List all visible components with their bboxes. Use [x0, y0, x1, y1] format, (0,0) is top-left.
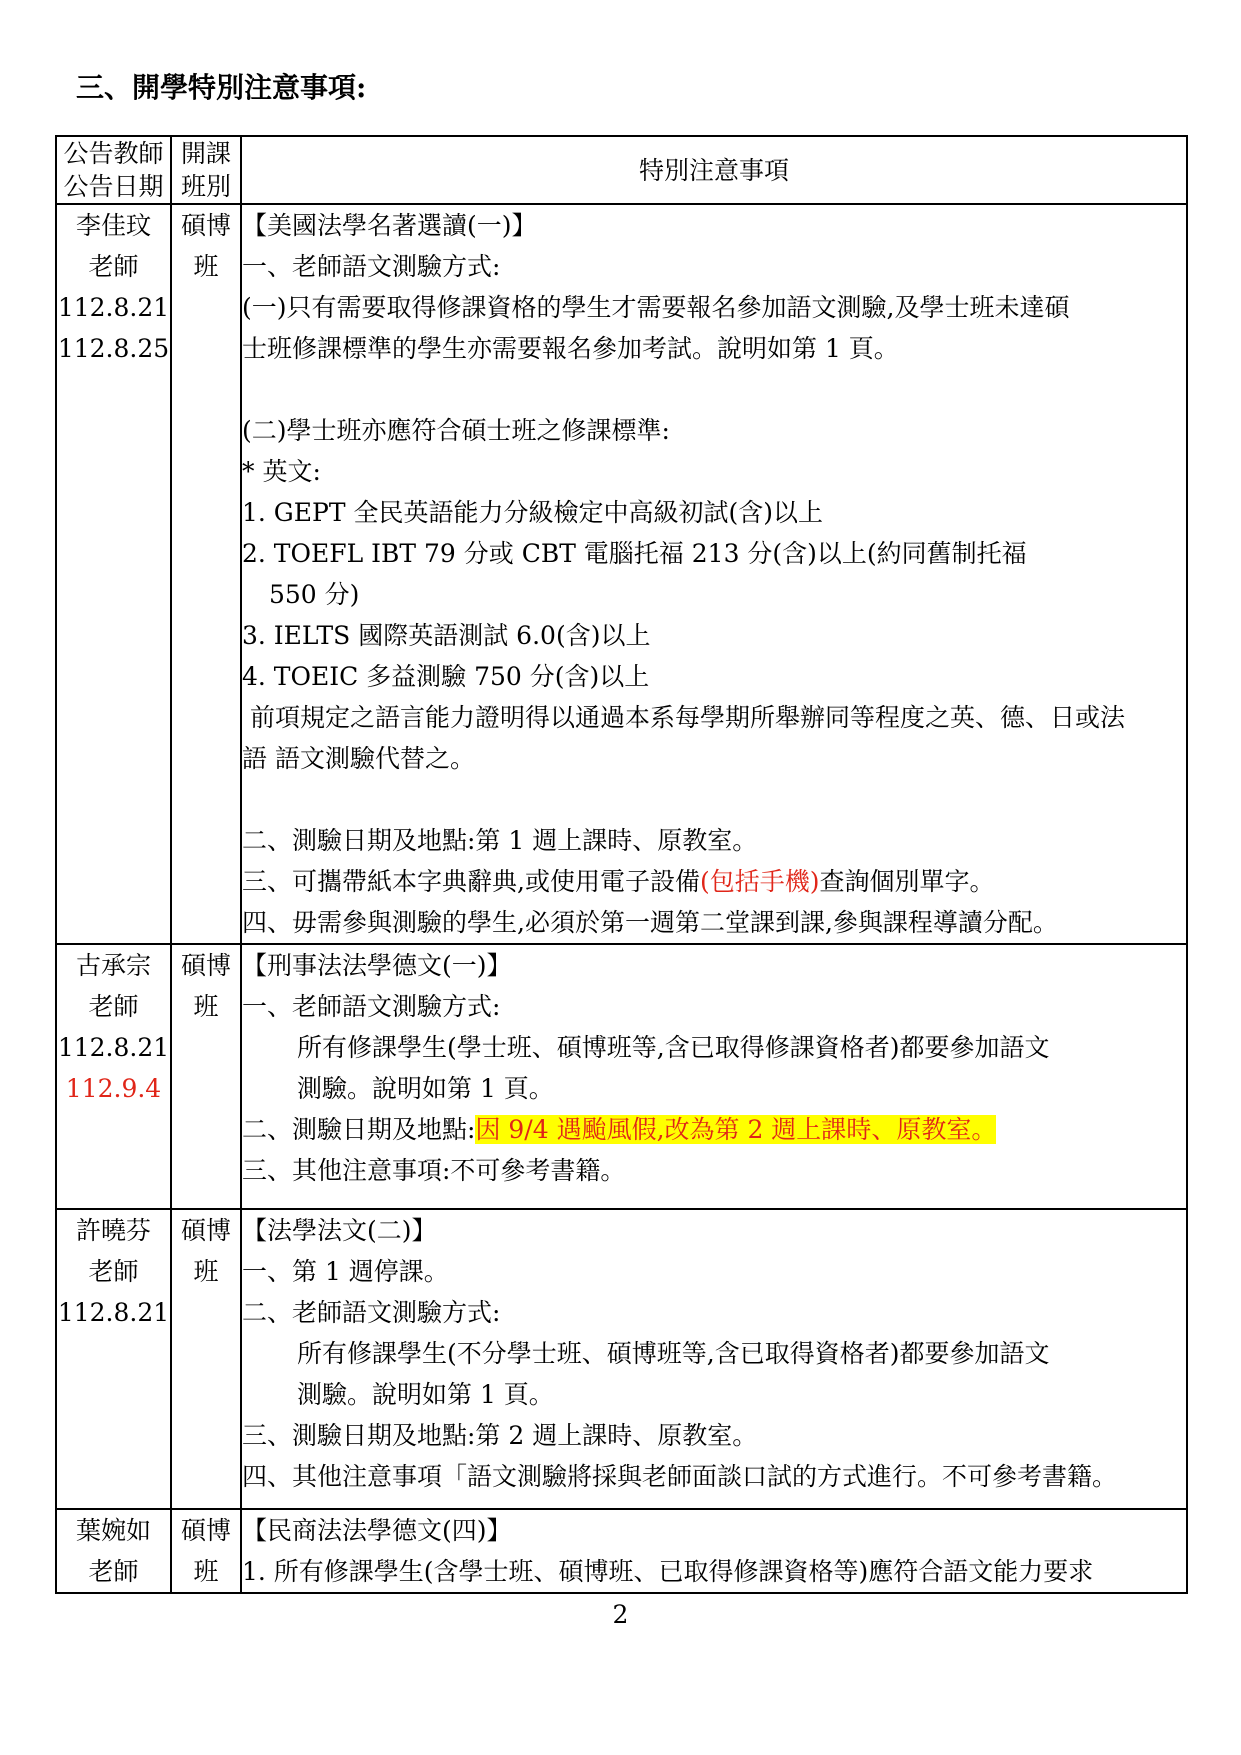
- text-segment: 二、測驗日期及地點:: [242, 1115, 476, 1144]
- teacher-line: 李佳玟: [75, 211, 151, 240]
- text-segment: 3. IELTS 國際英語測試 6.0(含)以上: [242, 621, 651, 650]
- text-segment: 4. TOEIC 多益測驗 750 分(含)以上: [242, 662, 650, 691]
- text-segment: 查詢個別單字。: [819, 867, 995, 896]
- teacher-cell: [56, 944, 171, 1209]
- table-row: [56, 944, 1187, 1209]
- class-line: 碩博: [180, 211, 231, 240]
- class-line: 班: [193, 1557, 219, 1586]
- notes-cell: [241, 944, 1187, 1209]
- highlighted-text: 因 9/4 遇颱風假,改為第 2 週上課時、原教室。: [475, 1115, 997, 1144]
- table-row: [56, 1209, 1187, 1509]
- notes-line: [242, 1551, 1186, 1592]
- class-line: 碩博: [180, 1216, 231, 1245]
- header-class: [171, 136, 241, 204]
- table-body: [56, 204, 1187, 1593]
- teacher-line: 112.8.21: [57, 293, 170, 322]
- notes-line: [242, 1068, 1186, 1109]
- notes-line: [242, 986, 1186, 1027]
- notes-line: [242, 1210, 1186, 1251]
- teacher-line: 112.8.21: [57, 1033, 170, 1062]
- teacher-line: 112.9.4: [65, 1074, 162, 1103]
- notes-line: [242, 451, 1186, 492]
- notes-line: [242, 861, 1186, 902]
- class-cell: [171, 204, 241, 944]
- notes-line: [242, 1510, 1186, 1551]
- text-segment: 測驗。說明如第 1 頁。: [297, 1074, 554, 1103]
- notes-line: [242, 1150, 1186, 1191]
- notes-line: [242, 945, 1186, 986]
- notes-line: [242, 1027, 1186, 1068]
- notes-line: [242, 246, 1186, 287]
- class-cell: [171, 1509, 241, 1593]
- header-class-line1: 開課: [180, 139, 231, 168]
- notes-line: [242, 1251, 1186, 1292]
- notes-line: [242, 492, 1186, 533]
- notes-line: [242, 328, 1186, 369]
- header-teacher-line2: 公告日期: [63, 172, 164, 201]
- text-segment: 【刑事法法學德文(一)】: [242, 951, 512, 980]
- text-segment: 1. 所有修課學生(含學士班、碩博班、已取得修課資格等)應符合語文能力要求: [242, 1557, 1094, 1586]
- text-segment: 一、老師語文測驗方式:: [242, 992, 501, 1021]
- notes-line: [242, 410, 1186, 451]
- class-line: 班: [193, 252, 219, 281]
- text-segment: 【美國法學名著選讀(一)】: [242, 211, 537, 240]
- notes-line: [242, 1109, 1186, 1150]
- header-class-line2: 班別: [180, 172, 231, 201]
- page-number: 2: [612, 1600, 629, 1629]
- text-segment: 三、可攜帶紙本字典辭典,或使用電子設備: [242, 867, 700, 896]
- teacher-cell: [56, 204, 171, 944]
- text-segment: 550 分): [269, 580, 360, 609]
- text-segment: 三、其他注意事項:不可參考書籍。: [242, 1156, 626, 1185]
- notes-cell: [241, 204, 1187, 944]
- notes-cell: [241, 1509, 1187, 1593]
- notes-cell: [241, 1209, 1187, 1509]
- text-segment: 一、老師語文測驗方式:: [242, 252, 501, 281]
- table-row: [56, 1509, 1187, 1593]
- page-title: 三、開學特別注意事項:: [76, 71, 367, 104]
- class-line: 班: [193, 992, 219, 1021]
- notes-line: [242, 615, 1186, 656]
- notes-line: [242, 779, 1186, 820]
- text-segment: 語 語文測驗代替之。: [242, 744, 475, 773]
- notes-line: [242, 369, 1186, 410]
- teacher-line: 古承宗: [75, 951, 151, 980]
- text-segment: 四、其他注意事項「語文測驗將採與老師面談口試的方式進行。不可參考書籍。: [242, 1462, 1118, 1491]
- notes-line: [242, 574, 1186, 615]
- notes-line: [242, 820, 1186, 861]
- text-segment: 前項規定之語言能力證明得以通過本系每學期所舉辦同等程度之英、德、日或法: [250, 703, 1126, 732]
- teacher-line: 112.8.21: [57, 1298, 170, 1327]
- text-segment: 測驗。說明如第 1 頁。: [297, 1380, 554, 1409]
- table-header-row: [56, 136, 1187, 204]
- text-segment: 二、老師語文測驗方式:: [242, 1298, 501, 1327]
- teacher-line: 許曉芬: [75, 1216, 151, 1245]
- notes-line: [242, 1415, 1186, 1456]
- class-line: 碩博: [180, 1516, 231, 1545]
- teacher-cell: [56, 1509, 171, 1593]
- teacher-cell: [56, 1209, 171, 1509]
- red-text: (包括手機): [699, 867, 820, 896]
- teacher-line: 老師: [88, 992, 139, 1021]
- teacher-line: 老師: [88, 252, 139, 281]
- text-segment: 2. TOEFL IBT 79 分或 CBT 電腦托福 213 分(含)以上(約同舊制托福: [242, 539, 1027, 568]
- class-line: 班: [193, 1257, 219, 1286]
- notes-line: [242, 902, 1186, 943]
- notes-line: [242, 1456, 1186, 1497]
- text-segment: * 英文:: [242, 457, 321, 486]
- text-segment: 【法學法文(二)】: [242, 1216, 437, 1245]
- notes-line: [242, 1333, 1186, 1374]
- notes-line: [242, 1292, 1186, 1333]
- text-segment: 1. GEPT 全民英語能力分級檢定中高級初試(含)以上: [242, 498, 823, 527]
- text-segment: 所有修課學生(學士班、碩博班等,含已取得修課資格者)都要參加語文: [297, 1033, 1050, 1062]
- header-teacher-line1: 公告教師: [63, 139, 164, 168]
- header-teacher: [56, 136, 171, 204]
- notes-line: [242, 697, 1186, 738]
- notes-line: [242, 656, 1186, 697]
- text-segment: 四、毋需參與測驗的學生,必須於第一週第二堂課到課,參與課程導讀分配。: [242, 908, 1058, 937]
- teacher-line: 112.8.25: [57, 334, 170, 363]
- table-row: [56, 204, 1187, 944]
- text-segment: 士班修課標準的學生亦需要報名參加考試。說明如第 1 頁。: [242, 334, 899, 363]
- text-segment: 【民商法法學德文(四)】: [242, 1516, 512, 1545]
- notes-line: [242, 738, 1186, 779]
- text-segment: (二)學士班亦應符合碩士班之修課標準:: [242, 416, 670, 445]
- class-cell: [171, 944, 241, 1209]
- text-segment: 二、測驗日期及地點:第 1 週上課時、原教室。: [242, 826, 758, 855]
- text-segment: (一)只有需要取得修課資格的學生才需要報名參加語文測驗,及學士班未達碩: [242, 293, 1070, 322]
- text-segment: 所有修課學生(不分學士班、碩博班等,含已取得資格者)都要參加語文: [297, 1339, 1050, 1368]
- class-line: 碩博: [180, 951, 231, 980]
- teacher-line: 葉婉如: [75, 1516, 151, 1545]
- notes-line: [242, 1374, 1186, 1415]
- notes-line: [242, 287, 1186, 328]
- notice-table: [55, 135, 1188, 1594]
- class-cell: [171, 1209, 241, 1509]
- notes-line: [242, 533, 1186, 574]
- notes-line: [242, 205, 1186, 246]
- header-notes: 特別注意事項: [241, 136, 1187, 204]
- teacher-line: 老師: [88, 1557, 139, 1586]
- text-segment: 一、第 1 週停課。: [242, 1257, 449, 1286]
- text-segment: 三、測驗日期及地點:第 2 週上課時、原教室。: [242, 1421, 758, 1450]
- teacher-line: 老師: [88, 1257, 139, 1286]
